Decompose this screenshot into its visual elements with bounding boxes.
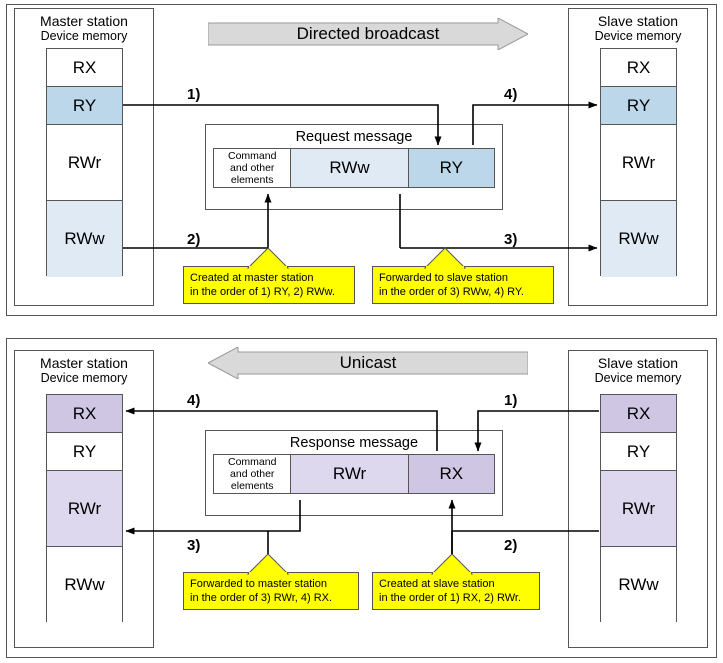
- top-note-left-line2: in the order of 1) RY, 2) RWw.: [190, 286, 335, 298]
- bottom-slave-cell-rx: RX: [601, 395, 676, 433]
- request-message-fields: [213, 148, 495, 188]
- top-note-left: [183, 266, 355, 304]
- bottom-note-right-line1: Created at slave station: [379, 578, 495, 590]
- bottom-slave-station-subtitle: Device memory: [594, 371, 682, 385]
- bottom-step-4: 4): [187, 392, 201, 409]
- bottom-master-cell-rwr: RWr: [47, 471, 122, 547]
- top-step-3: 3): [504, 231, 518, 248]
- top-note-right-line1: Forwarded to slave station: [379, 272, 509, 284]
- bottom-note-right: [372, 572, 540, 610]
- bottom-step-3: 3): [187, 537, 201, 554]
- bottom-step-1: 1): [504, 392, 518, 409]
- top-slave-cell-rww: RWw: [601, 201, 676, 277]
- top-master-cell-rww: RWw: [47, 201, 122, 277]
- bottom-note-left-line2: in the order of 3) RWr, 4) RX.: [190, 592, 333, 604]
- top-slave-cell-rwr: RWr: [601, 125, 676, 201]
- bottom-slave-cell-rwr: RWr: [601, 471, 676, 547]
- bottom-master-cell-rx: RX: [47, 395, 122, 433]
- top-slave-cell-rx: RX: [601, 49, 676, 87]
- bottom-master-station-subtitle: Device memory: [40, 371, 128, 385]
- request-message-title: Request message: [295, 129, 413, 145]
- top-master-cell-rwr: RWr: [47, 125, 122, 201]
- top-master-station-subtitle: Device memory: [40, 29, 128, 43]
- top-step-4: 4): [504, 86, 518, 103]
- bottom-master-memory-stack: [46, 394, 123, 622]
- response-field-rx: RX: [409, 455, 494, 493]
- top-master-cell-rx: RX: [47, 49, 122, 87]
- unicast-banner-label: Unicast: [339, 353, 397, 372]
- top-master-cell-ry: RY: [47, 87, 122, 125]
- bottom-slave-cell-ry: RY: [601, 433, 676, 471]
- bottom-step-2: 2): [504, 537, 518, 554]
- response-message-fields: [213, 454, 495, 494]
- bottom-slave-cell-rww: RWw: [601, 547, 676, 623]
- bottom-master-cell-ry: RY: [47, 433, 122, 471]
- unicast-banner: [208, 347, 528, 379]
- request-field-command: Command and other elements: [214, 149, 291, 187]
- bottom-slave-memory-stack: [600, 394, 677, 622]
- response-field-command: Command and other elements: [214, 455, 291, 493]
- response-message-title: Response message: [289, 435, 419, 451]
- top-step-1: 1): [187, 86, 201, 103]
- top-note-right-line2: in the order of 3) RWw, 4) RY.: [379, 286, 524, 298]
- bottom-note-left-line1: Forwarded to master station: [190, 578, 327, 590]
- bottom-master-cell-rww: RWw: [47, 547, 122, 623]
- bottom-slave-station-title: Slave station: [597, 355, 679, 371]
- request-field-ry: RY: [409, 149, 494, 187]
- top-slave-memory-stack: [600, 48, 677, 276]
- request-field-rww: RWw: [291, 149, 408, 187]
- directed-broadcast-banner-label: Directed broadcast: [296, 24, 440, 43]
- top-slave-station-subtitle: Device memory: [594, 29, 682, 43]
- bottom-note-right-line2: in the order of 1) RX, 2) RWr.: [379, 592, 522, 604]
- bottom-master-station-title: Master station: [40, 355, 128, 371]
- top-step-2: 2): [187, 231, 201, 248]
- top-slave-station-title: Slave station: [597, 13, 679, 29]
- directed-broadcast-banner: [208, 18, 528, 50]
- top-note-right: [372, 266, 554, 304]
- response-field-rwr: RWr: [291, 455, 408, 493]
- top-slave-cell-ry: RY: [601, 87, 676, 125]
- top-master-station-title: Master station: [40, 13, 128, 29]
- top-master-memory-stack: [46, 48, 123, 276]
- top-note-left-line1: Created at master station: [190, 272, 314, 284]
- bottom-note-left: [183, 572, 359, 610]
